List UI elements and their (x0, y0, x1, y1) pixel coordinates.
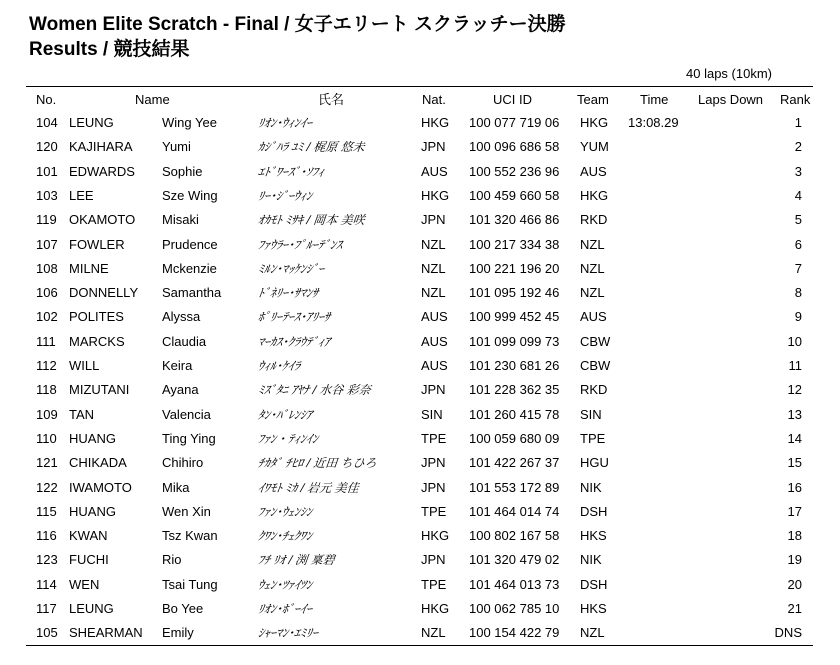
rider-last-name: DONNELLY (69, 285, 139, 301)
rider-kana-name: ﾏｰｶｽ･ｸﾗｳﾃﾞｨｱ (257, 334, 331, 349)
rider-kana-name: ﾄﾞﾈﾘｰ･ｻﾏﾝｻ (257, 286, 319, 301)
rider-team: NZL (580, 260, 605, 276)
table-row (0, 163, 840, 183)
rider-first-name: Alyssa (162, 309, 201, 325)
rider-bib: 108 (36, 260, 58, 276)
rider-team: CBW (580, 358, 611, 373)
rider-nationality: JPN (421, 479, 446, 495)
rider-bib: 121 (36, 455, 58, 471)
column-header-laps-down: Laps Down (698, 92, 764, 107)
table-header (0, 91, 840, 109)
rider-kana-name: ｸﾜﾝ･ﾁｪｸﾜﾝ (257, 529, 313, 544)
rider-last-name: HUANG (69, 503, 116, 519)
rider-first-name: Mckenzie (162, 260, 217, 276)
rider-first-name: Tsz Kwan (162, 528, 218, 544)
table-row (0, 527, 840, 547)
rider-kana-name: ﾌｧﾝ･ｳｪﾝｼﾝ (257, 504, 313, 519)
rider-nationality: HKG (421, 601, 450, 616)
rider-rank: 5 (794, 212, 802, 228)
rider-last-name: MILNE (69, 260, 109, 276)
rider-nationality: TPE (421, 576, 447, 592)
rider-rank: 11 (788, 358, 802, 373)
race-distance: 40 laps (10km) (686, 66, 772, 81)
rider-bib: 120 (36, 139, 58, 155)
column-header-name: Name (135, 92, 170, 107)
rider-kana-name: ﾘｵﾝ･ｳｨﾝｲｰ (257, 116, 313, 130)
rider-uci-id: 100 096 686 58 (469, 139, 560, 155)
rider-team: TPE (580, 430, 606, 446)
rider-kana-name: ﾎﾟﾘｰﾃｰｽ･ｱﾘｰｻ (257, 310, 331, 325)
rider-team: HKS (580, 601, 607, 616)
rider-last-name: EDWARDS (69, 163, 135, 179)
rider-kana-name: ｳｪﾝ･ﾂｧｲﾂﾝ (257, 577, 313, 592)
rider-nationality: HKG (421, 115, 450, 130)
rider-bib: 119 (36, 212, 57, 228)
rider-uci-id: 100 552 236 96 (469, 163, 560, 179)
rider-bib: 105 (36, 625, 58, 641)
rider-rank: 19 (787, 552, 802, 568)
rider-rank: 2 (794, 139, 802, 155)
rider-uci-id: 101 260 415 78 (469, 406, 560, 422)
rider-last-name: SHEARMAN (69, 625, 143, 641)
rider-nationality: AUS (421, 309, 448, 325)
table-row (0, 284, 840, 304)
rider-time: 13:08.29 (628, 115, 679, 130)
table-row (0, 357, 840, 377)
rider-uci-id: 101 464 014 74 (469, 503, 560, 519)
rider-kana-name: ｵｶﾓﾄ ﾐｻｷ / 岡本 美咲 (257, 213, 366, 228)
rider-nationality: HKG (421, 528, 450, 544)
rider-nationality: JPN (421, 212, 446, 228)
table-row (0, 600, 840, 620)
rider-bib: 111 (36, 333, 56, 349)
rider-nationality: SIN (421, 406, 443, 422)
rider-bib: 103 (36, 187, 58, 203)
rider-team: NZL (580, 236, 605, 252)
rider-last-name: FUCHI (69, 552, 109, 568)
rider-uci-id: 101 422 267 37 (469, 455, 560, 471)
rider-bib: 110 (36, 430, 57, 446)
rider-first-name: Ting Ying (162, 430, 216, 446)
table-row (0, 406, 840, 426)
rider-first-name: Misaki (162, 212, 199, 228)
rider-team: AUS (580, 163, 607, 179)
page-subtitle: Results / 競技結果 (29, 39, 190, 60)
column-header-no: No. (36, 92, 57, 107)
rider-kana-name: ｳｨﾙ･ｹｲﾗ (257, 359, 301, 373)
column-header-rank: Rank (780, 92, 811, 107)
rider-kana-name: ﾀﾝ･ﾊﾞﾚﾝｼｱ (257, 407, 313, 422)
rider-team: NIK (580, 479, 602, 495)
rider-first-name: Yumi (162, 139, 191, 155)
rider-last-name: IWAMOTO (69, 479, 132, 495)
rider-nationality: NZL (421, 285, 446, 301)
rider-last-name: HUANG (69, 430, 116, 446)
rider-last-name: OKAMOTO (69, 212, 136, 228)
rider-last-name: MARCKS (69, 333, 125, 349)
rider-first-name: Emily (162, 625, 194, 641)
rider-rank: 1 (794, 115, 802, 130)
rider-last-name: TAN (69, 406, 95, 422)
rider-rank: 4 (794, 187, 802, 203)
rider-nationality: AUS (421, 333, 448, 349)
rider-rank: 7 (794, 260, 802, 276)
rider-rank: 20 (787, 576, 802, 592)
rider-rank: 12 (787, 382, 802, 398)
rider-rank: 10 (787, 333, 802, 349)
rider-rank: 17 (787, 503, 802, 519)
rider-first-name: Keira (162, 358, 193, 373)
rider-nationality: JPN (421, 382, 446, 398)
rider-bib: 118 (36, 382, 57, 398)
rider-kana-name: ﾁｶﾀﾞ ﾁﾋﾛ / 近田 ちひろ (257, 456, 378, 471)
rider-rank: 14 (787, 430, 802, 446)
rider-first-name: Chihiro (162, 455, 204, 471)
rider-rank: 9 (794, 309, 802, 325)
rider-first-name: Wen Xin (162, 503, 211, 519)
table-row (0, 260, 840, 280)
rider-uci-id: 101 320 466 86 (469, 212, 560, 228)
table-row (0, 138, 840, 158)
rider-bib: 107 (36, 236, 58, 252)
rider-bib: 104 (36, 115, 58, 130)
rider-kana-name: ｶｼﾞﾊﾗ ﾕﾐ / 梶原 悠未 (257, 140, 366, 155)
rider-kana-name: ﾌﾁ ﾘｵ / 渕 稟碧 (257, 553, 336, 568)
rider-last-name: FOWLER (69, 236, 125, 252)
table-row (0, 187, 840, 207)
table-bottom-rule (26, 645, 813, 646)
rider-uci-id: 100 077 719 06 (469, 115, 560, 130)
rider-team: SIN (580, 406, 602, 422)
rider-kana-name: ﾐﾙﾝ･ﾏｯｹﾝｼﾞｰ (257, 261, 325, 276)
rider-uci-id: 100 217 334 38 (469, 236, 560, 252)
rider-rank: 18 (787, 528, 802, 544)
rider-last-name: LEE (69, 187, 94, 203)
rider-nationality: AUS (421, 358, 448, 373)
rider-kana-name: ﾐｽﾞﾀﾆ ｱﾔﾅ / 水谷 彩奈 (257, 383, 372, 398)
rider-last-name: LEUNG (69, 115, 114, 130)
column-header-time: Time (640, 92, 669, 107)
rider-team: RKD (580, 212, 608, 228)
table-row (0, 114, 840, 134)
rider-bib: 116 (36, 528, 57, 544)
rider-first-name: Sze Wing (162, 187, 218, 203)
table-row (0, 236, 840, 256)
rider-nationality: JPN (421, 455, 446, 471)
rider-uci-id: 100 999 452 45 (469, 309, 560, 325)
rider-uci-id: 100 062 785 10 (469, 601, 560, 616)
rider-first-name: Wing Yee (162, 115, 217, 130)
rider-nationality: JPN (421, 139, 446, 155)
rider-kana-name: ｼｬｰﾏﾝ･ｴﾐﾘｰ (257, 626, 319, 641)
rider-nationality: NZL (421, 260, 446, 276)
rider-kana-name: ﾘｰ･ｼﾞｰｳｨﾝ (257, 188, 313, 203)
rider-last-name: KWAN (69, 528, 108, 544)
rider-uci-id: 101 099 099 73 (469, 333, 560, 349)
rider-team: HKG (580, 187, 609, 203)
rider-kana-name: ｲﾜﾓﾄ ﾐｶ / 岩元 美佳 (257, 480, 360, 495)
rider-team: YUM (580, 139, 609, 155)
rider-rank: 21 (787, 601, 802, 616)
column-header-team: Team (577, 92, 609, 107)
rider-rank: 13 (787, 406, 802, 422)
rider-last-name: LEUNG (69, 601, 114, 616)
rider-rank: 16 (787, 479, 802, 495)
rider-uci-id: 101 464 013 73 (469, 576, 560, 592)
rider-first-name: Sophie (162, 163, 203, 179)
rider-nationality: NZL (421, 236, 446, 252)
rider-bib: 115 (36, 503, 57, 519)
rider-first-name: Samantha (162, 285, 222, 301)
rider-uci-id: 101 320 479 02 (469, 552, 560, 568)
rider-team: NZL (580, 625, 605, 641)
rider-rank: 15 (787, 455, 802, 471)
table-row (0, 479, 840, 499)
rider-kana-name: ｴﾄﾞﾜｰｽﾞ･ｿﾌｨ (257, 164, 325, 179)
rider-nationality: TPE (421, 430, 447, 446)
rider-last-name: MIZUTANI (69, 382, 130, 398)
rider-uci-id: 100 459 660 58 (469, 187, 560, 203)
rider-rank: 8 (794, 285, 802, 301)
rider-bib: 106 (36, 285, 58, 301)
column-header-kana: 氏名 (318, 92, 345, 107)
rider-uci-id: 101 230 681 26 (469, 358, 560, 373)
rider-first-name: Ayana (162, 382, 199, 398)
table-row (0, 211, 840, 231)
rider-team: RKD (580, 382, 608, 398)
table-row (0, 430, 840, 450)
rider-rank: 3 (794, 163, 802, 179)
rider-bib: 117 (36, 601, 57, 616)
rider-team: DSH (580, 576, 608, 592)
rider-team: HKG (580, 115, 609, 130)
rider-nationality: NZL (421, 625, 446, 641)
rider-first-name: Mika (162, 479, 190, 495)
rider-first-name: Prudence (162, 236, 218, 252)
rider-bib: 122 (36, 479, 58, 495)
table-row (0, 576, 840, 596)
rider-last-name: WEN (69, 576, 100, 592)
rider-nationality: AUS (421, 163, 448, 179)
table-row (0, 624, 840, 644)
rider-team: NIK (580, 552, 602, 568)
rider-first-name: Claudia (162, 333, 207, 349)
rider-nationality: JPN (421, 552, 446, 568)
table-row (0, 308, 840, 328)
rider-nationality: HKG (421, 187, 450, 203)
rider-uci-id: 101 095 192 46 (469, 285, 560, 301)
rider-last-name: WILL (69, 358, 100, 373)
rider-uci-id: 100 221 196 20 (469, 260, 560, 276)
rider-uci-id: 101 228 362 35 (469, 382, 560, 398)
rider-kana-name: ﾌｧｳﾗｰ･ﾌﾟﾙｰﾃﾞﾝｽ (257, 237, 343, 252)
rider-uci-id: 100 154 422 79 (469, 625, 560, 641)
table-row (0, 333, 840, 353)
rider-team: CBW (580, 333, 611, 349)
rider-team: AUS (580, 309, 607, 325)
column-header-nat: Nat. (422, 92, 446, 107)
rider-bib: 123 (36, 552, 58, 568)
rider-last-name: POLITES (69, 309, 124, 325)
table-row (0, 381, 840, 401)
rider-bib: 101 (36, 163, 58, 179)
rider-bib: 112 (36, 358, 57, 373)
rider-bib: 109 (36, 406, 58, 422)
table-row (0, 551, 840, 571)
table-row (0, 503, 840, 523)
rider-last-name: KAJIHARA (69, 139, 133, 155)
rider-uci-id: 101 553 172 89 (469, 479, 560, 495)
page-title: Women Elite Scratch - Final / 女子エリート スクラッチー決勝 (29, 14, 566, 35)
rider-bib: 114 (36, 576, 57, 592)
rider-nationality: TPE (421, 503, 447, 519)
rider-first-name: Tsai Tung (162, 576, 218, 592)
rider-uci-id: 100 802 167 58 (469, 528, 560, 544)
rider-kana-name: ﾘｵﾝ･ﾎﾞｰｲｰ (257, 602, 313, 616)
header-top-rule (26, 86, 813, 87)
rider-uci-id: 100 059 680 09 (469, 430, 560, 446)
rider-first-name: Rio (162, 552, 182, 568)
rider-rank: DNS (774, 625, 802, 641)
rider-team: HKS (580, 528, 607, 544)
table-row (0, 454, 840, 474)
rider-last-name: CHIKADA (69, 455, 127, 471)
rider-team: NZL (580, 285, 605, 301)
rider-kana-name: ﾌｧﾝ・ﾃｨﾝｲﾝ (257, 431, 319, 446)
rider-first-name: Bo Yee (162, 601, 204, 616)
rider-bib: 102 (36, 309, 58, 325)
rider-team: DSH (580, 503, 608, 519)
rider-rank: 6 (794, 236, 802, 252)
column-header-uci: UCI ID (493, 92, 532, 107)
rider-team: HGU (580, 455, 609, 471)
rider-first-name: Valencia (162, 406, 211, 422)
